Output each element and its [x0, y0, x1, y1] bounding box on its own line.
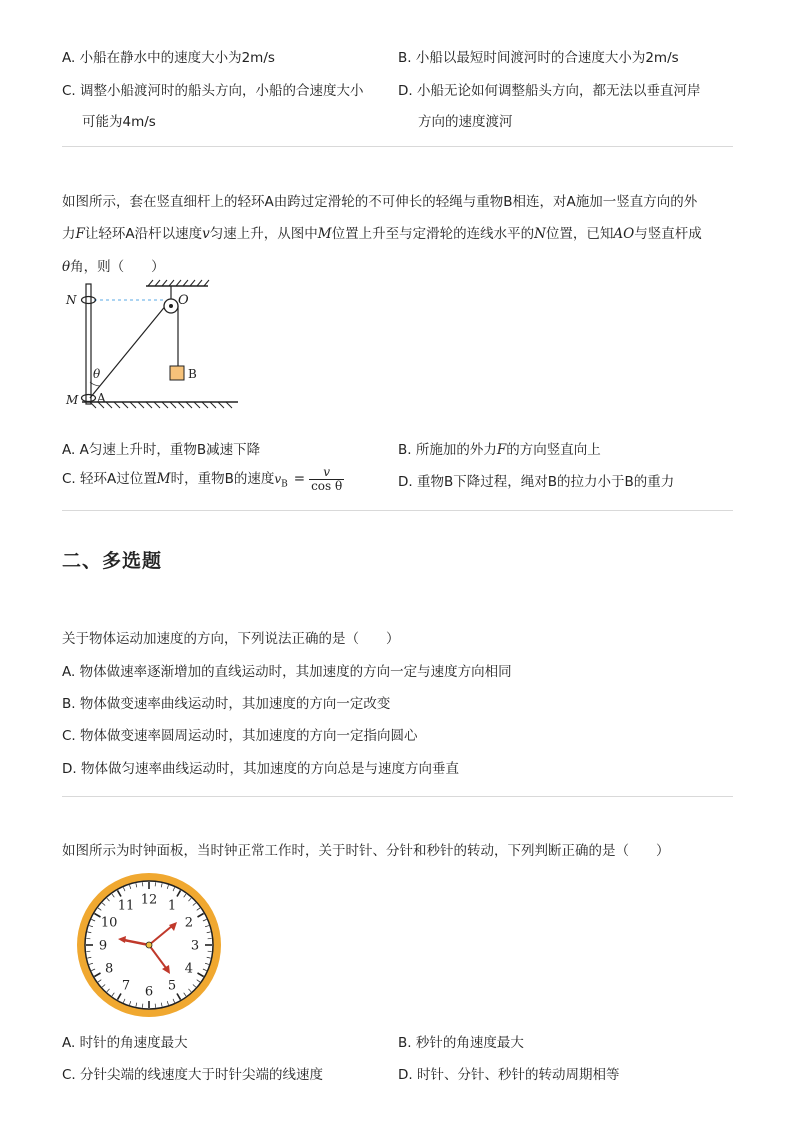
clock-numeral: 12: [140, 892, 158, 908]
label-m: M: [66, 393, 79, 407]
acc-option-a: A. 物体做速率逐渐增加的直线运动时，其加速度的方向一定与速度方向相同: [62, 664, 512, 680]
clock-numeral: 5: [167, 978, 177, 994]
prev-option-d-cont: 方向的速度渡河: [418, 114, 513, 130]
prev-option-c-cont: 可能为4m/s: [82, 114, 156, 130]
clock-numeral: 6: [144, 984, 154, 1000]
ring-option-b: B. 所施加的外力F的方向竖直向上: [398, 442, 601, 458]
prev-option-a: A. 小船在静水中的速度大小为2m/s: [62, 50, 275, 66]
clock-numeral: 2: [184, 915, 193, 931]
rope: [90, 304, 167, 398]
acc-option-c: C. 物体做变速率圆周运动时，其加速度的方向一定指向圆心: [62, 728, 418, 744]
pulley-diagram: [60, 278, 240, 410]
clock-numeral: 9: [98, 938, 108, 954]
divider: [62, 146, 733, 147]
clock-option-b: B. 秒针的角速度最大: [398, 1035, 524, 1051]
clock-question-stem: 如图所示为时钟面板，当时钟正常工作时，关于时针、分针和秒针的转动，下列判断正确的是（ ）: [62, 843, 670, 859]
acc-option-d: D. 物体做匀速率曲线运动时，其加速度的方向总是与速度方向垂直: [62, 761, 459, 777]
block-b: [170, 366, 184, 380]
label-n: N: [66, 293, 77, 307]
section-heading: 二、多选题: [62, 550, 163, 572]
acc-option-b: B. 物体做变速率曲线运动时，其加速度的方向一定改变: [62, 696, 391, 712]
label-o: O: [178, 293, 189, 308]
clock-numeral: 4: [184, 961, 193, 977]
ring-option-a: A. A匀速上升时，重物B减速下降: [62, 442, 261, 458]
label-b: B: [188, 367, 197, 381]
prev-option-d: D. 小船无论如何调整船头方向，都无法以垂直河岸: [398, 83, 701, 99]
prev-option-c: C. 调整小船渡河时的船头方向，小船的合速度大小: [62, 83, 364, 99]
clock-option-a: A. 时针的角速度最大: [62, 1035, 188, 1051]
clock-numeral: 8: [105, 961, 114, 977]
ring-option-d: D. 重物B下降过程，绳对B的拉力小于B的重力: [398, 474, 675, 490]
divider: [62, 796, 733, 797]
ring-question-stem-line2: 力F让轻环A沿杆以速度v匀速上升，从图中M位置上升至与定滑轮的连线水平的N位置，已知AO与竖直杆成: [62, 226, 702, 242]
ring-option-c: C. 轻环A过位置M时，重物B的速度$v_B$ = $\frac{v}{\text{cos θ}}$: [62, 464, 343, 493]
clock-option-c: C. 分针尖端的线速度大于时针尖端的线速度: [62, 1067, 324, 1083]
prev-option-b: B. 小船以最短时间渡河时的合速度大小为2m/s: [398, 50, 679, 66]
ring-question-stem-line3: θ角，则（ ）: [62, 259, 165, 275]
clock-option-d: D. 时针、分针、秒针的转动周期相等: [398, 1067, 620, 1083]
divider: [62, 510, 733, 511]
label-a: A: [97, 391, 106, 405]
ring-question-stem-line1: 如图所示，套在竖直细杆上的轻环A由跨过定滑轮的不可伸长的轻绳与重物B相连，对A施加一竖直方向的外: [62, 194, 698, 210]
clock-numeral: 7: [121, 978, 131, 994]
clock-face: [74, 870, 224, 1020]
clock-numeral: 10: [100, 915, 118, 931]
clock-numeral: 11: [117, 898, 135, 914]
label-theta: θ: [93, 367, 101, 381]
clock-numeral: 3: [190, 938, 200, 954]
clock-numeral: 1: [167, 898, 177, 914]
acc-question-stem: 关于物体运动加速度的方向，下列说法正确的是（ ）: [62, 631, 400, 647]
